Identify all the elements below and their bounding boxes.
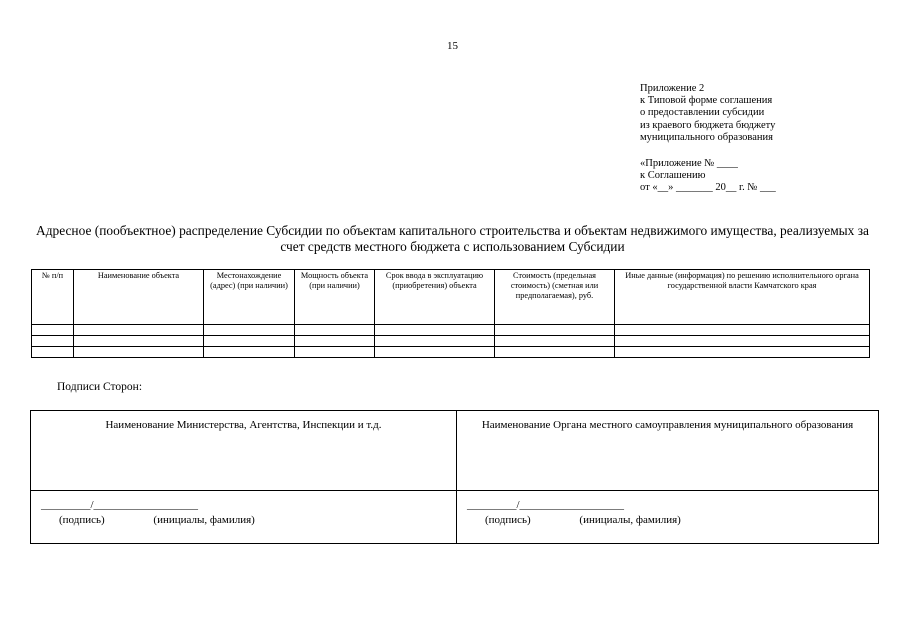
appendix-line: из краевого бюджета бюджету <box>640 119 776 131</box>
table-cell <box>295 325 375 336</box>
table-cell <box>375 347 495 358</box>
table-cell <box>615 325 870 336</box>
column-header: № п/п <box>32 270 74 325</box>
table-cell <box>615 347 870 358</box>
party-right-signature-block <box>457 491 879 544</box>
table-cell <box>32 336 74 347</box>
table-cell <box>74 325 204 336</box>
agreement-ref-line: от «__» _______ 20__ г. № ___ <box>640 182 776 194</box>
page-number: 15 <box>447 40 458 52</box>
table-row <box>32 336 870 347</box>
column-header: Стоимость (предельная стоимость) (сметная или предполагаемая), руб. <box>495 270 615 325</box>
agreement-ref-line: «Приложение № ____ <box>640 158 738 170</box>
table-row <box>32 347 870 358</box>
column-header: Иные данные (информация) по решению исполнительного органа государственной власти Камчатского края <box>615 270 870 325</box>
table-cell <box>295 347 375 358</box>
table-cell <box>375 336 495 347</box>
party-right-name: Наименование Органа местного самоуправления муниципального образования <box>457 411 879 491</box>
table-cell <box>74 336 204 347</box>
column-header: Местонахождение (адрес) (при наличии) <box>204 270 295 325</box>
appendix-line: к Типовой форме соглашения <box>640 95 773 107</box>
table-cell <box>204 336 295 347</box>
table-cell <box>495 325 615 336</box>
name-caption: (инициалы, фамилия) <box>579 514 681 526</box>
table-cell <box>295 336 375 347</box>
agreement-ref-line: к Соглашению <box>640 170 706 182</box>
table-cell <box>204 347 295 358</box>
signatures-table <box>30 410 879 544</box>
table-cell <box>32 347 74 358</box>
party-left-name: Наименование Министерства, Агентства, Инспекции и т.д. <box>31 411 457 491</box>
table-cell <box>495 336 615 347</box>
name-caption: (инициалы, фамилия) <box>153 514 255 526</box>
party-left-signature-block <box>31 491 457 544</box>
table-cell <box>74 347 204 358</box>
table-cell <box>615 336 870 347</box>
column-header: Срок ввода в эксплуатацию (приобретения) объекта <box>375 270 495 325</box>
appendix-line: Приложение 2 <box>640 83 705 94</box>
table-header-row <box>32 270 870 325</box>
signature-caption: (подпись) <box>485 514 531 526</box>
signature-caption: (подпись) <box>59 514 105 526</box>
document-title: Адресное (пообъектное) распределение Субсидии по объектам капитального строительства и объектам недвижимого имущества, реализуемых за счет средств местного бюджета с использованием Субсидии <box>36 223 869 254</box>
appendix-reference <box>640 83 776 195</box>
column-header: Наименование объекта <box>74 270 204 325</box>
signatures-label: Подписи Сторон: <box>57 381 143 393</box>
appendix-line: о предоставлении субсидии <box>640 107 765 119</box>
table-row <box>32 325 870 336</box>
column-header: Мощность объекта (при наличии) <box>295 270 375 325</box>
appendix-line: муниципального образования <box>640 131 773 143</box>
table-cell <box>204 325 295 336</box>
objects-table <box>31 269 870 358</box>
table-cell <box>32 325 74 336</box>
signature-line: _________/___________________ <box>41 499 199 511</box>
table-cell <box>495 347 615 358</box>
signature-line: _________/___________________ <box>467 499 625 511</box>
table-cell <box>375 325 495 336</box>
